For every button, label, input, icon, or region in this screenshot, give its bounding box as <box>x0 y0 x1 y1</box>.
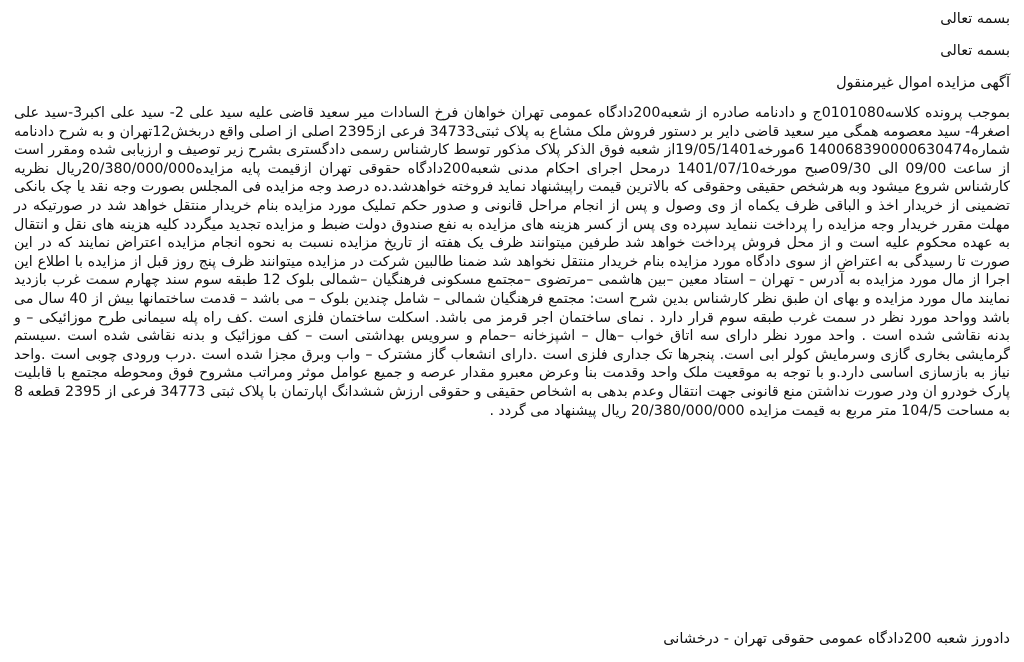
salutation-line-1: بسمه تعالی <box>940 11 1010 27</box>
notice-title: آگهی مزایده اموال غیرمنقول <box>836 75 1010 91</box>
signature-line: دادورز شعبه 200دادگاه عمومی حقوقی تهران - درخشانی <box>663 631 1010 647</box>
salutation-line-2: بسمه تعالی <box>940 43 1010 59</box>
notice-body: بموجب پرونده کلاسه0101080ج و دادنامه صادره از شعبه200دادگاه عمومی تهران خواهان فرخ السادات میر سعید قاضی علیه سید علی 2- سید علی اکبر3-سید علی اصغر4- سید معصومه همگی میر سعید قاضی دایر بر دستور فروش ملک مشاع به پلاک ثبتی34733 فرعی از2395 اصلی از اصلی واقع دربخش12تهران و به شرح دادنامه شماره140068390000630474 6مورخه19/05/1401از شعبه فوق الذکر پلاک مذکور توسط کارشناس رسمی دادگستری بشرح زیر توصیف و ارزیابی شده ومقرر است از ساعت 09/00 الی 09/30صبح مورخه1401/07/10 درمحل اجرای احکام مدنی شعبه200دادگاه حقوقی تهران ازقیمت پایه مزایده20/380/000/000ریال نظریه کارشناس شروع میشود وبه هرشخص حقیقی وحقوقی که بالاترین قیمت راپیشنهاد نماید فروخته خواهدشد.ده درصد وجه مزایده فی المجلس بصورت وجه نقد یا چک بانکی تضمینی از خریدار اخذ و الباقی ظرف یکماه از وی وصول و پس از انجام مراحل قانونی و صدور حکم تملیک مورد مزایده بنام خریدار منتقل خواهد شد در صورتیکه در مهلت مقرر خریدار وجه مزایده را پرداخت ننماید سپرده وی پس از کسر هزینه های مزایده به نفع صندوق دولت ضبط و مزایده تجدید میگردد کلیه هزینه های نقل و انتقال به عهده محکوم علیه است و از محل فروش پرداخت خواهد شد طرفین میتوانند ظرف یک هفته از تاریخ مزایده نسبت به نحوه انجام مزایده اعتراض نمایند که در این صورت تا رسیدگی به اعتراض از سوی دادگاه مورد مزایده بنام خریدار منتقل نخواهد شد ضمنا طالبین شرکت در مزایده میتوانند ظرف پنج روز قبل از مزایده با اطلاع این اجرا از مال مورد مزایده به آدرس - تهران – استاد معین –بین هاشمی –مرتضوی –مجتمع مسکونی فرهنگیان –شمالی بلوک 12 طبقه سوم سند چهارم سمت غرب بازدید نمایند مال مورد مزایده و بهای ان طبق نظر کارشناس بدین شرح است: مجتمع فرهنگیان شمالی – شامل چندین بلوک – می باشد – قدمت ساختمانها بیش از 40 سال می باشد وواحد مورد نظر در سمت غرب طبقه سوم قرار دارد . نمای ساختمان اجر قرمز می باشد. اسکلت ساختمان فلزی است .کف راه پله سیمانی طرح موزائیکی – و بدنه نقاشی شده است . واحد مورد نظر دارای سه اتاق خواب –هال – اشپزخانه –حمام و سرویس بهداشتی است – کف موزائیک و بدنه نقاشی شده است .سیستم گرمایشی بخاری گازی وسرمایش کولر ابی است. پنجرها تک جداری فلزی است .دارای انشعاب گاز مشترک – واب وبرق مجزا شده است .درب ورودی چوبی است .واحد نیاز به بازسازی اساسی دارد.و با توجه به موقعیت ملک واحد وقدمت بنا وعرض معبرو مقدار عرصه و جمیع عوامل موثر ومراتب مشروح فوق ومحوطه مجتمع با قابلیت پارک خودرو ان ودر صورت نداشتن منع قانونی جهت انتقال وعدم بدهی به اشخاص حقیقی و حقوقی ارزش ششدانگ اپارتمان با پلاک ثبتی 34773 فرعی از 2395 قطعه 8 به مساحت 104/5 متر مربع به قیمت مزایده 20/380/000/000 ریال پیشنهاد می گردد . <box>14 105 1011 419</box>
